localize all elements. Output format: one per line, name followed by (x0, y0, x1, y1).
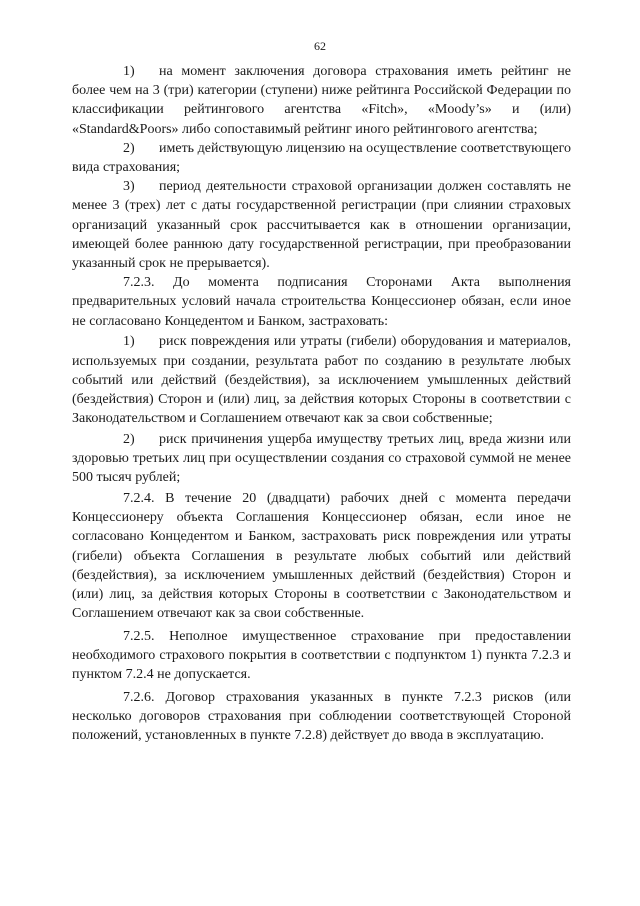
clause-text: 7.2.6. Договор страхования указанных в пункте 7.2.3 рисков (или несколько договоров страхования при соблюдении соответствующей Стороной положений, установленных в пункте 7.2.8) действует до ввода в эксплуатацию. (72, 690, 571, 744)
clause-7-2-6 (72, 688, 571, 746)
list-item-risk-third-party (72, 430, 571, 488)
list-item-number: 2) (123, 140, 135, 156)
list-item-requirement-license (72, 139, 571, 177)
list-item-text: риск причинения ущерба имуществу третьих лиц, вреда жизни или здоровью третьих лиц при осуществлении создания со страховой суммой не менее 500 тысяч рублей; (72, 431, 571, 486)
list-item-text: риск повреждения или утраты (гибели) оборудования и материалов, используемых при создании, результата работ по созданию в результате любых событий или действий (бездействия), за исключением умышленных действий (бездействия) Сторон и (или) лиц, за действия которых Стороны в соответствии с Законодательством и Соглашением отвечают как за свои собственные; (72, 334, 571, 427)
page-number: 62 (314, 39, 326, 53)
clause-text: 7.2.5. Неполное имущественное страхование при предоставлении необходимого страхового покрытия в соответствии с подпунктом 1) пункта 7.2.3 и пунктом 7.2.4 не допускается. (72, 628, 571, 683)
clause-7-2-5 (72, 627, 571, 685)
list-item-number: 1) (123, 64, 135, 79)
list-item-number: 1) (123, 334, 135, 350)
document-body (72, 62, 571, 746)
list-item-number: 2) (123, 431, 135, 447)
list-item-risk-damage (72, 332, 571, 428)
clause-7-2-3 (72, 273, 571, 331)
list-item-text: иметь действующую лицензию на осуществление соответствующего вида страхования; (72, 140, 571, 176)
list-item-requirement-period (72, 177, 571, 273)
clause-text: 7.2.4. В течение 20 (двадцати) рабочих дней с момента передачи Концессионеру объекта Соглашения Концессионер обязан, если иное не согласовано Концедентом и Банком, застраховать риск повреждения или утраты (гибели) объекта Соглашения в результате любых событий или действий (бездействия), за исключением умышленных действий (бездействия) Сторон и (или) лиц, за действия которых Стороны в соответствии с Законодательством и Соглашением отвечают как за свои собственные. (72, 490, 571, 622)
list-item-requirement-rating (72, 62, 571, 139)
list-item-text: период деятельности страховой организации должен составлять не менее 3 (трех) лет с даты государственной регистрации (при слиянии страховых организаций указанный срок рассчитывается как в отношении организации, имеющей более раннюю дату государственной регистрации, при преобразовании указанный срок не прерывается). (72, 179, 571, 272)
list-item-number: 3) (123, 179, 135, 195)
list-item-text: на момент заключения договора страхования иметь рейтинг не более чем на 3 (три) категории (ступени) ниже рейтинга Российской Федерации по классификации рейтингового агентства «Fitch», «Moody’s» и (или) «Standard&Poors» либо сопоставимый рейтинг иного рейтингового агентства; (72, 64, 571, 137)
clause-7-2-4 (72, 489, 571, 623)
clause-text: 7.2.3. До момента подписания Сторонами Акта выполнения предварительных условий начала строительства Концессионер обязан, если иное не согласовано Концедентом и Банком, застраховать: (72, 275, 571, 329)
